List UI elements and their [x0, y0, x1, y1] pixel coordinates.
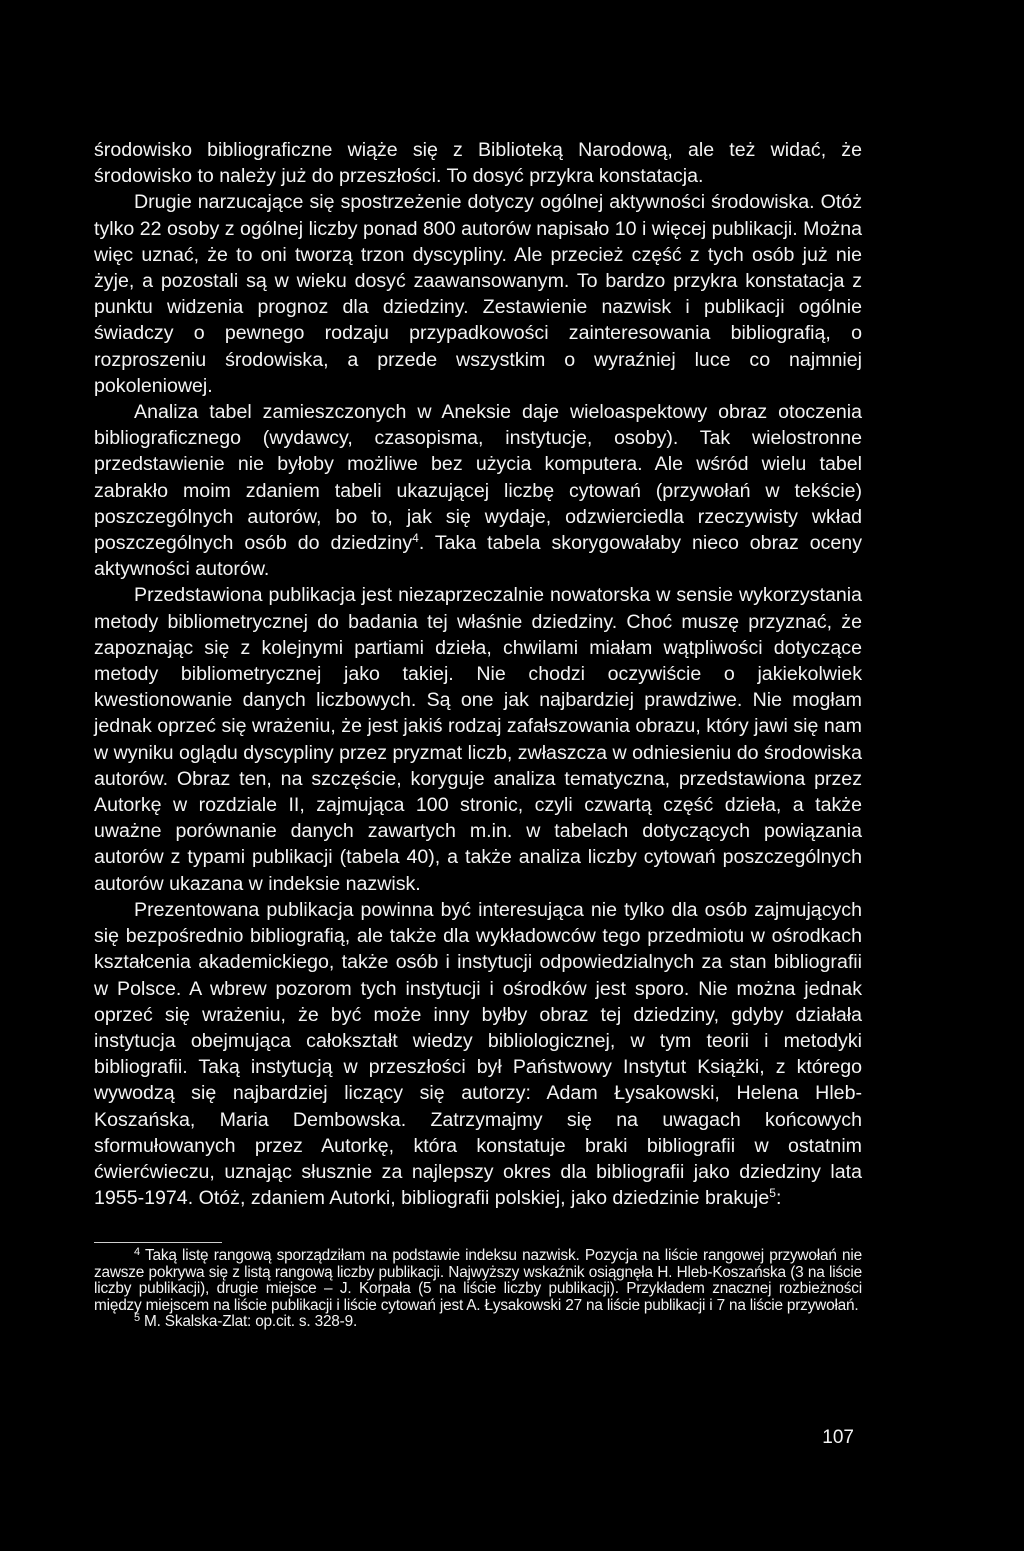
- footnote: [94, 1314, 862, 1331]
- paragraph-method: Przedstawiona publikacja jest niezaprzeczalnie nowatorska w sensie wykorzystania metody bibliometrycznej do badania tej właśnie dziedziny. Choć muszę przyznać, że zapoznając się z kolejnymi partiami dzieła, chwilami miałam wątpliwości dotyczące metody bibliometrycznej jako takiej. Nie chodzi oczywiście o jakiekolwiek kwestionowanie danych liczbowych. Są one jak najbardziej prawdziwe. Nie mogłam jednak oprzeć się wrażeniu, że jest jakiś rodzaj zafałszowania obrazu, który jawi się nam w wyniku oglądu dyscypliny przez pryzmat liczb, zwłaszcza w odniesieniu do środowiska autorów. Obraz ten, na szczęście, koryguje analiza tematyczna, przedstawiona przez Autorkę w rozdziale II, zajmująca 100 stronic, czyli czwartą część dzieła, a także uważne porównanie danych zawartych m.in. w tabelach dotyczących powiązania autorów z typami publikacji (tabela 40), a także analiza liczby cytowań poszczególnych autorów ukazana w indeksie nazwisk.: [94, 584, 862, 895]
- footnote-reference[interactable]: 4: [412, 531, 419, 546]
- page-number: 107: [822, 1427, 854, 1448]
- paragraph-text: :: [775, 1187, 782, 1210]
- footnote-divider: [94, 1242, 222, 1243]
- footnote-marker: 5: [134, 1312, 140, 1325]
- footnotes: [94, 1248, 862, 1331]
- paragraph-activity: Drugie narzucające się spostrzeżenie dotyczy ogólnej aktywności środowiska. Otóż tylko 22 osoby z ogólnej liczby ponad 800 autorów napisało 10 i więcej publikacji. Można więc uznać, że to oni tworzą trzon dyscypliny. Ale przecież część z tych osób już nie żyje, a pozostali są w wieku dosyć zaawansowanym. To bardzo przykra konstatacja z punktu widzenia prognoz dla dziedziny. Zestawienie nazwisk i publikacji ogólnie świadczy o pewnego rodzaju przypadkowości zainteresowania bibliografią, o rozproszeniu środowiska, a przede wszystkim o wyraźniej luce co najmniej pokoleniowej.: [94, 191, 862, 397]
- paragraph-text: . Taka tabela skorygowałaby nieco obraz oceny aktywności autorów.: [94, 532, 862, 581]
- footnote-marker: 4: [134, 1246, 140, 1258]
- paragraph-audience: [94, 897, 862, 1211]
- paragraph-annex-analysis: [94, 399, 862, 582]
- footnote-text: M. Skalska-Zlat: op.cit. s. 328-9.: [144, 1313, 358, 1331]
- book-page: [94, 137, 862, 1467]
- footnote-reference[interactable]: 5: [769, 1186, 776, 1201]
- main-text: [94, 137, 862, 1211]
- footnote-text: Taką listę rangową sporządziłam na podstawie indeksu nazwisk. Pozycja na liście rangowej przywołań nie zawsze pokrywa się z listą rangową liczby publikacji. Najwyższy wskaźnik osiągnęła H. Hleb-Koszańska (3 na liście liczby publikacji), drugie miejsce – J. Korpała (5 na liście liczby publikacji). Przykładem znacznej rozbieżności między miejscem na liście publikacji i liście cytowań jest A. Łysakowski 27 na liście publikacji i 7 na liście przywołań.: [94, 1247, 862, 1314]
- paragraph-text: Analiza tabel zamieszczonych w Aneksie daje wieloaspektowy obraz otoczenia bibliograficznego (wydawcy, czasopisma, instytucje, osoby). Tak wielostronne przedstawienie nie byłoby możliwe bez użycia komputera. Ale wśród wielu tabel zabrakło moim zdaniem tabeli ukazującej liczbę cytowań (przywołań w tekście) poszczególnych autorów, bo to, jak się wydaje, odzwierciedla rzeczywisty wkład poszczególnych osób do dziedziny: [94, 401, 862, 555]
- paragraph-text: Prezentowana publikacja powinna być interesująca nie tylko dla osób zajmujących się bezpośrednio bibliografią, ale także dla wykładowców tego przedmiotu w ośrodkach kształcenia akademickiego, także osób i instytucji odpowiedzialnych za stan bibliografii w Polsce. A wbrew pozorom tych instytucji i ośrodków jest sporo. Nie można jednak oprzeć się wrażeniu, że być może inny byłby obraz tej dziedziny, gdyby działała instytucja obejmująca całokształt wiedzy bibliologicznej, w tym teorii i metodyki bibliografii. Taką instytucją w przeszłości był Państwowy Instytut Książki, z którego wywodzą się najbardziej liczący się autorzy: Adam Łysakowski, Helena Hleb-Koszańska, Maria Dembowska. Zatrzymajmy się na uwagach końcowych sformułowanych przez Autorkę, która konstatuje braki bibliografii w ostatnim ćwierćwieczu, uznając słusznie za najlepszy okres dla bibliografii jako dziedziny lata 1955-1974. Otóż, zdaniem Autorki, bibliografii polskiej, jako dziedzinie brakuje: [94, 898, 862, 1210]
- paragraph-continuation: środowisko bibliograficzne wiąże się z Biblioteką Narodową, ale też widać, że środowisko to należy już do przeszłości. To dosyć przykra konstatacja.: [94, 139, 862, 188]
- footnote: [94, 1248, 862, 1314]
